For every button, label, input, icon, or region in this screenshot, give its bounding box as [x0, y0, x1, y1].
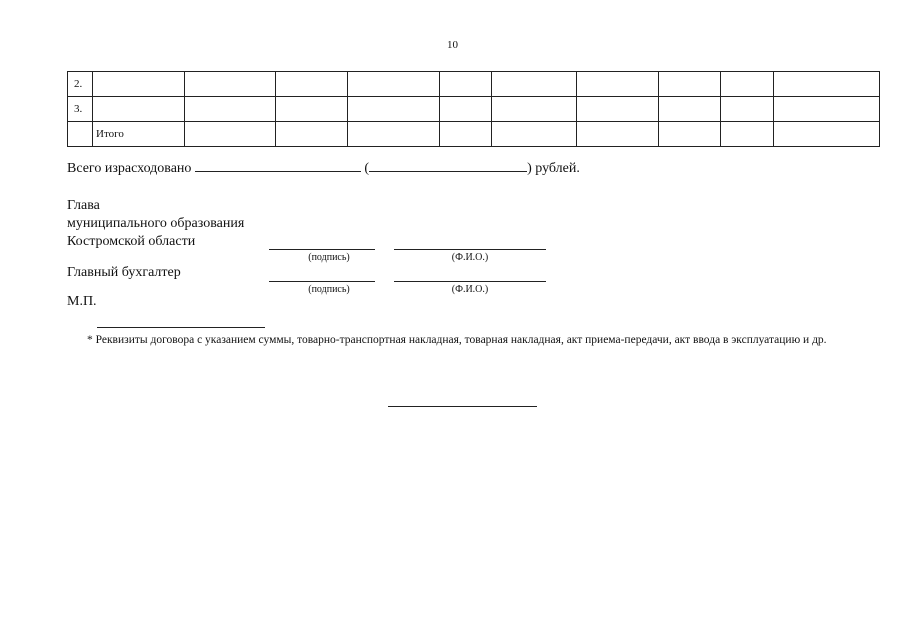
head-fio-line: [394, 249, 546, 250]
table-cell: [721, 97, 774, 122]
table-cell: [276, 122, 348, 147]
accountant-fio-caption: (Ф.И.О.): [451, 284, 489, 295]
table-cell: [721, 72, 774, 97]
head-fio-caption: (Ф.И.О.): [451, 252, 489, 263]
table-cell: [659, 97, 721, 122]
table-cell: [185, 122, 276, 147]
table-cell: [774, 97, 880, 122]
table-cell: [774, 72, 880, 97]
table-cell: [276, 72, 348, 97]
close-paren: ): [527, 161, 532, 176]
table-cell: [348, 72, 440, 97]
accountant-fio-line: [394, 281, 546, 282]
table-cell: [659, 122, 721, 147]
table-cell: [440, 97, 492, 122]
table-row-total: [68, 122, 880, 147]
stamp-label: М.П.: [67, 294, 97, 309]
amount-blank: [195, 159, 361, 172]
expense-table: [67, 71, 880, 147]
row-number: 2.: [68, 72, 93, 97]
table-cell: [348, 97, 440, 122]
accountant-signature-caption: (подпись): [308, 284, 350, 295]
footnote-separator: [97, 327, 265, 328]
table-cell: [492, 97, 577, 122]
table-cell: [93, 72, 185, 97]
row-number: 3.: [68, 97, 93, 122]
amount-in-words-blank: [369, 159, 527, 172]
table-cell: [440, 122, 492, 147]
head-signature-line: [269, 249, 375, 250]
table-cell: [276, 97, 348, 122]
table-cell: [185, 97, 276, 122]
open-paren: (: [364, 161, 370, 176]
row-number: [68, 122, 93, 147]
table-cell: [93, 97, 185, 122]
total-label: Итого: [93, 122, 185, 147]
table-cell: [348, 122, 440, 147]
table-row: [68, 97, 880, 122]
table-cell: [659, 72, 721, 97]
total-spent-line: [67, 159, 580, 177]
table-cell: [577, 72, 659, 97]
page-number: 10: [447, 39, 458, 51]
table-cell: [492, 122, 577, 147]
table-row: [68, 72, 880, 97]
end-of-page-line: [388, 406, 537, 407]
table-cell: [185, 72, 276, 97]
head-title-line3: Костромской области: [67, 234, 196, 249]
chief-accountant-label: Главный бухгалтер: [67, 265, 181, 280]
head-title-line2: муниципального образования: [67, 216, 245, 231]
table-cell: [440, 72, 492, 97]
accountant-signature-line: [269, 281, 375, 282]
head-signature-caption: (подпись): [308, 252, 350, 263]
head-title-line1: Глава: [67, 198, 100, 213]
currency-label: рублей.: [535, 161, 580, 176]
footnote-text: * Реквизиты договора с указанием суммы, товарно-транспортная накладная, товарная накладная, акт приема-передачи, акт ввода в эксплуатацию и др.: [87, 334, 827, 346]
table-cell: [721, 122, 774, 147]
table-cell: [577, 122, 659, 147]
total-spent-label: Всего израсходовано: [67, 161, 192, 176]
table-cell: [774, 122, 880, 147]
table-cell: [577, 97, 659, 122]
table-cell: [492, 72, 577, 97]
